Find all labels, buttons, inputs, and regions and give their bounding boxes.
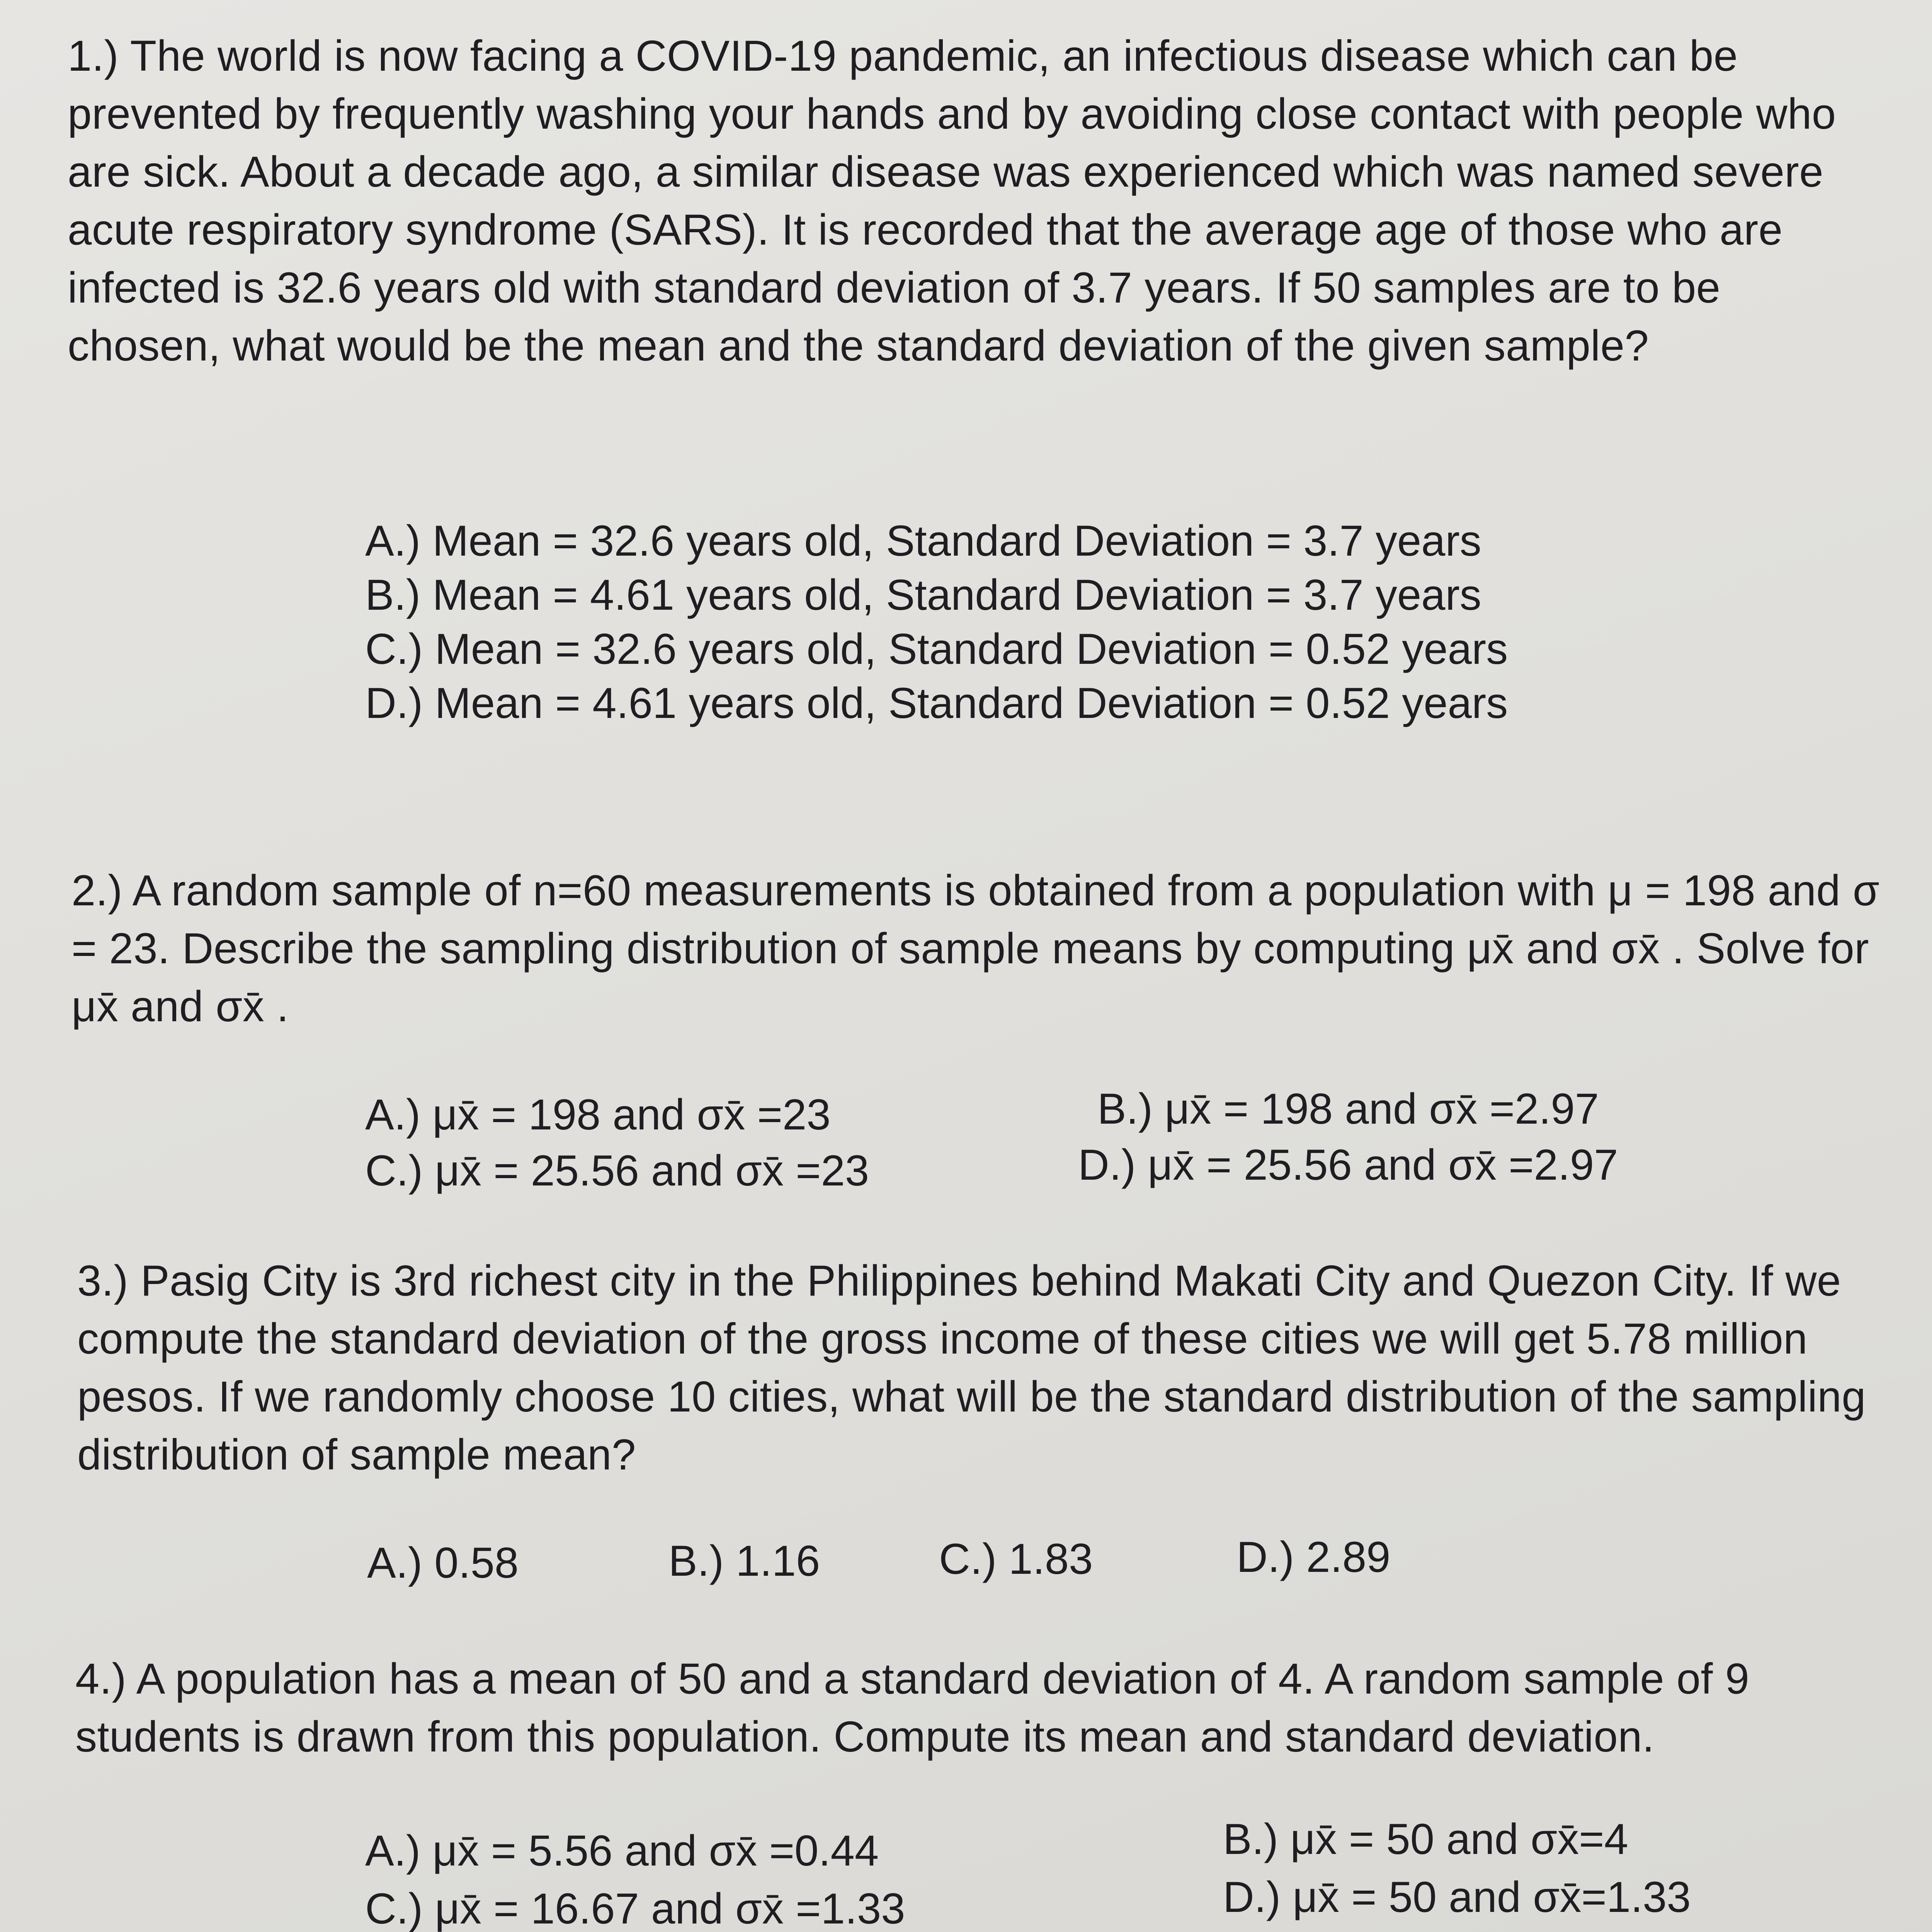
question-2-option-c[interactable]: C.) μx̄ = 25.56 and σx̄ =23 [365, 1146, 869, 1195]
question-4-option-c[interactable]: C.) μx̄ = 16.67 and σx̄ =1.33 [365, 1884, 905, 1932]
question-2-option-d[interactable]: D.) μx̄ = 25.56 and σx̄ =2.97 [1078, 1141, 1618, 1189]
question-1-option-c[interactable]: C.) Mean = 32.6 years old, Standard Deviation = 0.52 years [365, 625, 1508, 673]
question-3-option-b[interactable]: B.) 1.16 [668, 1537, 820, 1585]
question-2 [71, 862, 1911, 1036]
question-1-option-d[interactable]: D.) Mean = 4.61 years old, Standard Deviation = 0.52 years [365, 679, 1508, 727]
question-4-stem: A population has a mean of 50 and a standard deviation of 4. A random sample of 9 students is drawn from this population. Compute its mean and standard deviation. [75, 1655, 1750, 1761]
question-1-number: 1.) [68, 32, 119, 80]
question-4-option-d[interactable]: D.) μx̄ = 50 and σx̄=1.33 [1223, 1873, 1691, 1921]
question-1-option-b[interactable]: B.) Mean = 4.61 years old, Standard Deviation = 3.7 years [365, 571, 1481, 619]
question-1-option-a[interactable]: A.) Mean = 32.6 years old, Standard Deviation = 3.7 years [365, 517, 1481, 565]
question-4 [75, 1650, 1918, 1766]
question-3-option-c[interactable]: C.) 1.83 [939, 1535, 1093, 1583]
question-1-options [365, 514, 1508, 730]
question-2-option-a[interactable]: A.) μx̄ = 198 and σx̄ =23 [365, 1090, 831, 1139]
question-4-number: 4.) [75, 1655, 127, 1703]
question-1-text [68, 27, 1845, 375]
question-2-number: 2.) [71, 866, 123, 915]
question-1-stem: The world is now facing a COVID-19 pandemic, an infectious disease which can be prevented by frequently washing your hands and by avoiding close contact with people who are sick. About a decade ago, a similar disease was experienced which was named severe acute respiratory syndrome (SARS). It is recorded that the average age of those who are infected is 32.6 years old with standard deviation of 3.7 years. If 50 samples are to be chosen, what would be the mean and the standard deviation of the given sample? [68, 32, 1836, 370]
question-4-option-b[interactable]: B.) μx̄ = 50 and σx̄=4 [1223, 1815, 1628, 1863]
question-2-text [71, 862, 1911, 1036]
question-4-option-a[interactable]: A.) μx̄ = 5.56 and σx̄ =0.44 [365, 1827, 879, 1875]
question-3 [77, 1252, 1917, 1484]
question-3-text [77, 1252, 1917, 1484]
question-1 [68, 27, 1845, 375]
question-3-option-d[interactable]: D.) 2.89 [1236, 1533, 1391, 1581]
question-2-option-b[interactable]: B.) μx̄ = 198 and σx̄ =2.97 [1097, 1085, 1599, 1133]
question-4-text [75, 1650, 1918, 1766]
question-2-stem: A random sample of n=60 measurements is obtained from a population with μ = 198 and σ = 23. Describe the sampling distribution of sample means by computing μx̄ and σx̄ . Solve for μx̄ and σx̄ . [71, 866, 1880, 1031]
question-3-option-a[interactable]: A.) 0.58 [367, 1539, 519, 1587]
question-3-number: 3.) [77, 1257, 129, 1305]
question-3-stem: Pasig City is 3rd richest city in the Philippines behind Makati City and Quezon City. If we compute the standard deviation of the gross income of these cities we will get 5.78 million pesos. If we randomly choose 10 cities, what will be the standard distribution of the sampling distribution of sample mean? [77, 1257, 1866, 1479]
